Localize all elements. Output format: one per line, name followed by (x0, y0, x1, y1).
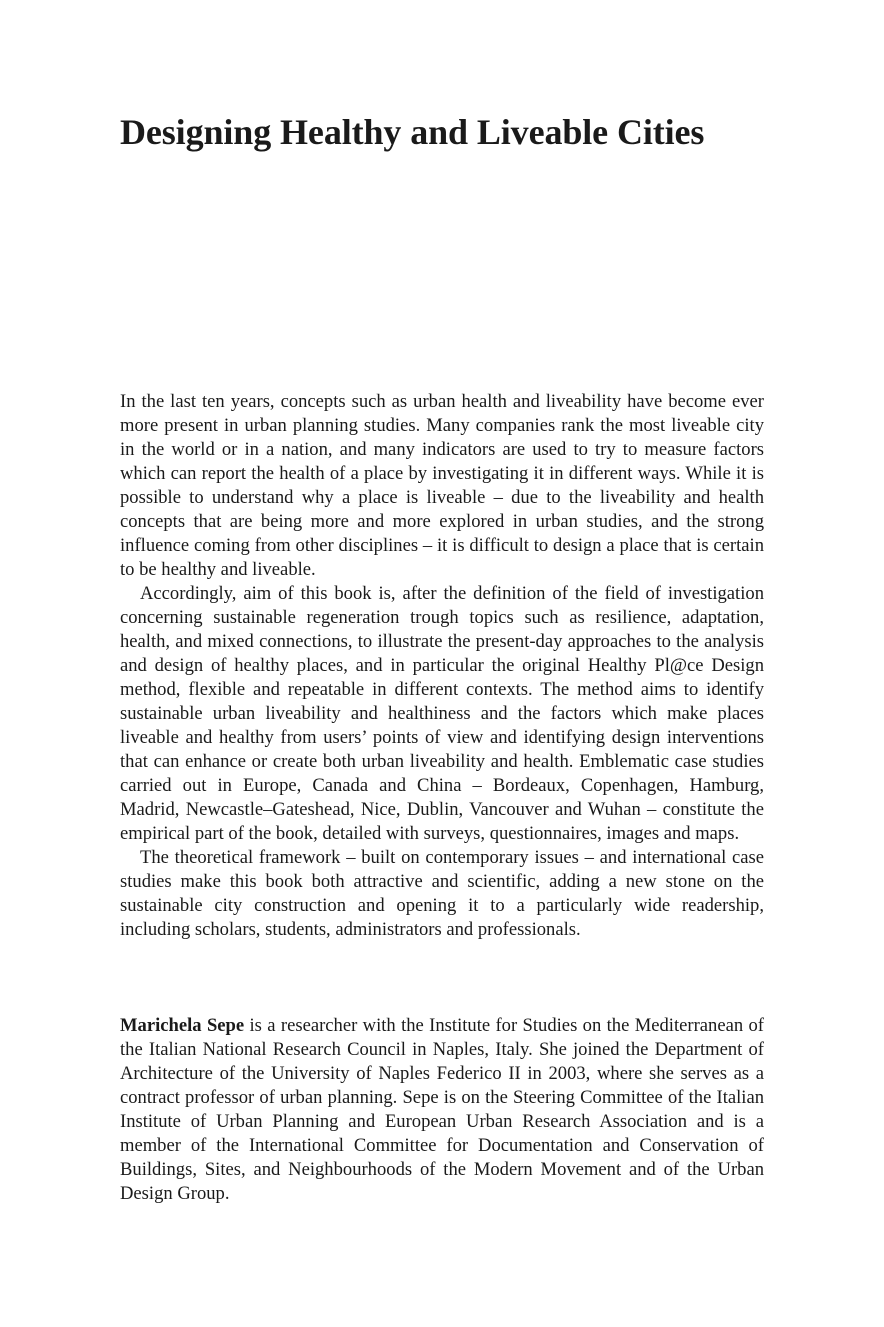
description-paragraph-1: In the last ten years, concepts such as urban health and liveability have become ever more present in urban planning studies. Many companies rank the most liveable city in the world or in a nation, and many indicators are used to try to measure factors which can report the health of a place by investigating it in different ways. While it is possible to understand why a place is liveable – due to the liveability and health concepts that are being more and more explored in urban studies, and the strong influence coming from other disciplines – it is difficult to design a place that is certain to be healthy and liveable. (120, 391, 764, 580)
author-bio-text: is a researcher with the Institute for Studies on the Mediterranean of the Italian National Research Council in Naples, Italy. She joined the Department of Architecture of the University of Naples Federico II in 2003, where she serves as a contract professor of urban planning. Sepe is on the Steering Committee of the Italian Institute of Urban Planning and European Urban Research Association and is a member of the International Committee for Documentation and Conservation of Buildings, Sites, and Neighbourhoods of the Modern Movement and of the Urban Design Group. (120, 1015, 764, 1204)
author-name: Marichela Sepe (120, 1015, 245, 1036)
book-description (120, 390, 764, 942)
book-title: Designing Healthy and Liveable Cities (120, 112, 705, 152)
description-paragraph-2: Accordingly, aim of this book is, after the definition of the field of investigation concerning sustainable regeneration trough topics such as resilience, adaptation, health, and mixed connections, to illustrate the present-day approaches to the analysis and design of healthy places, and in particular the original Healthy Pl@ce Design method, flexible and repeatable in different contexts. The method aims to identify sustainable urban liveability and healthiness and the factors which make places liveable and healthy from users’ points of view and identifying design interventions that can enhance or create both urban liveability and health. Emblematic case studies carried out in Europe, Canada and China – Bordeaux, Copenhagen, Hamburg, Madrid, Newcastle–Gateshead, Nice, Dublin, Vancouver and Wuhan – constitute the empirical part of the book, detailed with surveys, questionnaires, images and maps. (120, 583, 764, 844)
author-bio (120, 1014, 764, 1206)
description-paragraph-3: The theoretical framework – built on contemporary issues – and international case studies make this book both attractive and scientific, adding a new stone on the sustainable city construction and opening it to a particularly wide readership, including scholars, students, administrators and professionals. (120, 847, 764, 940)
